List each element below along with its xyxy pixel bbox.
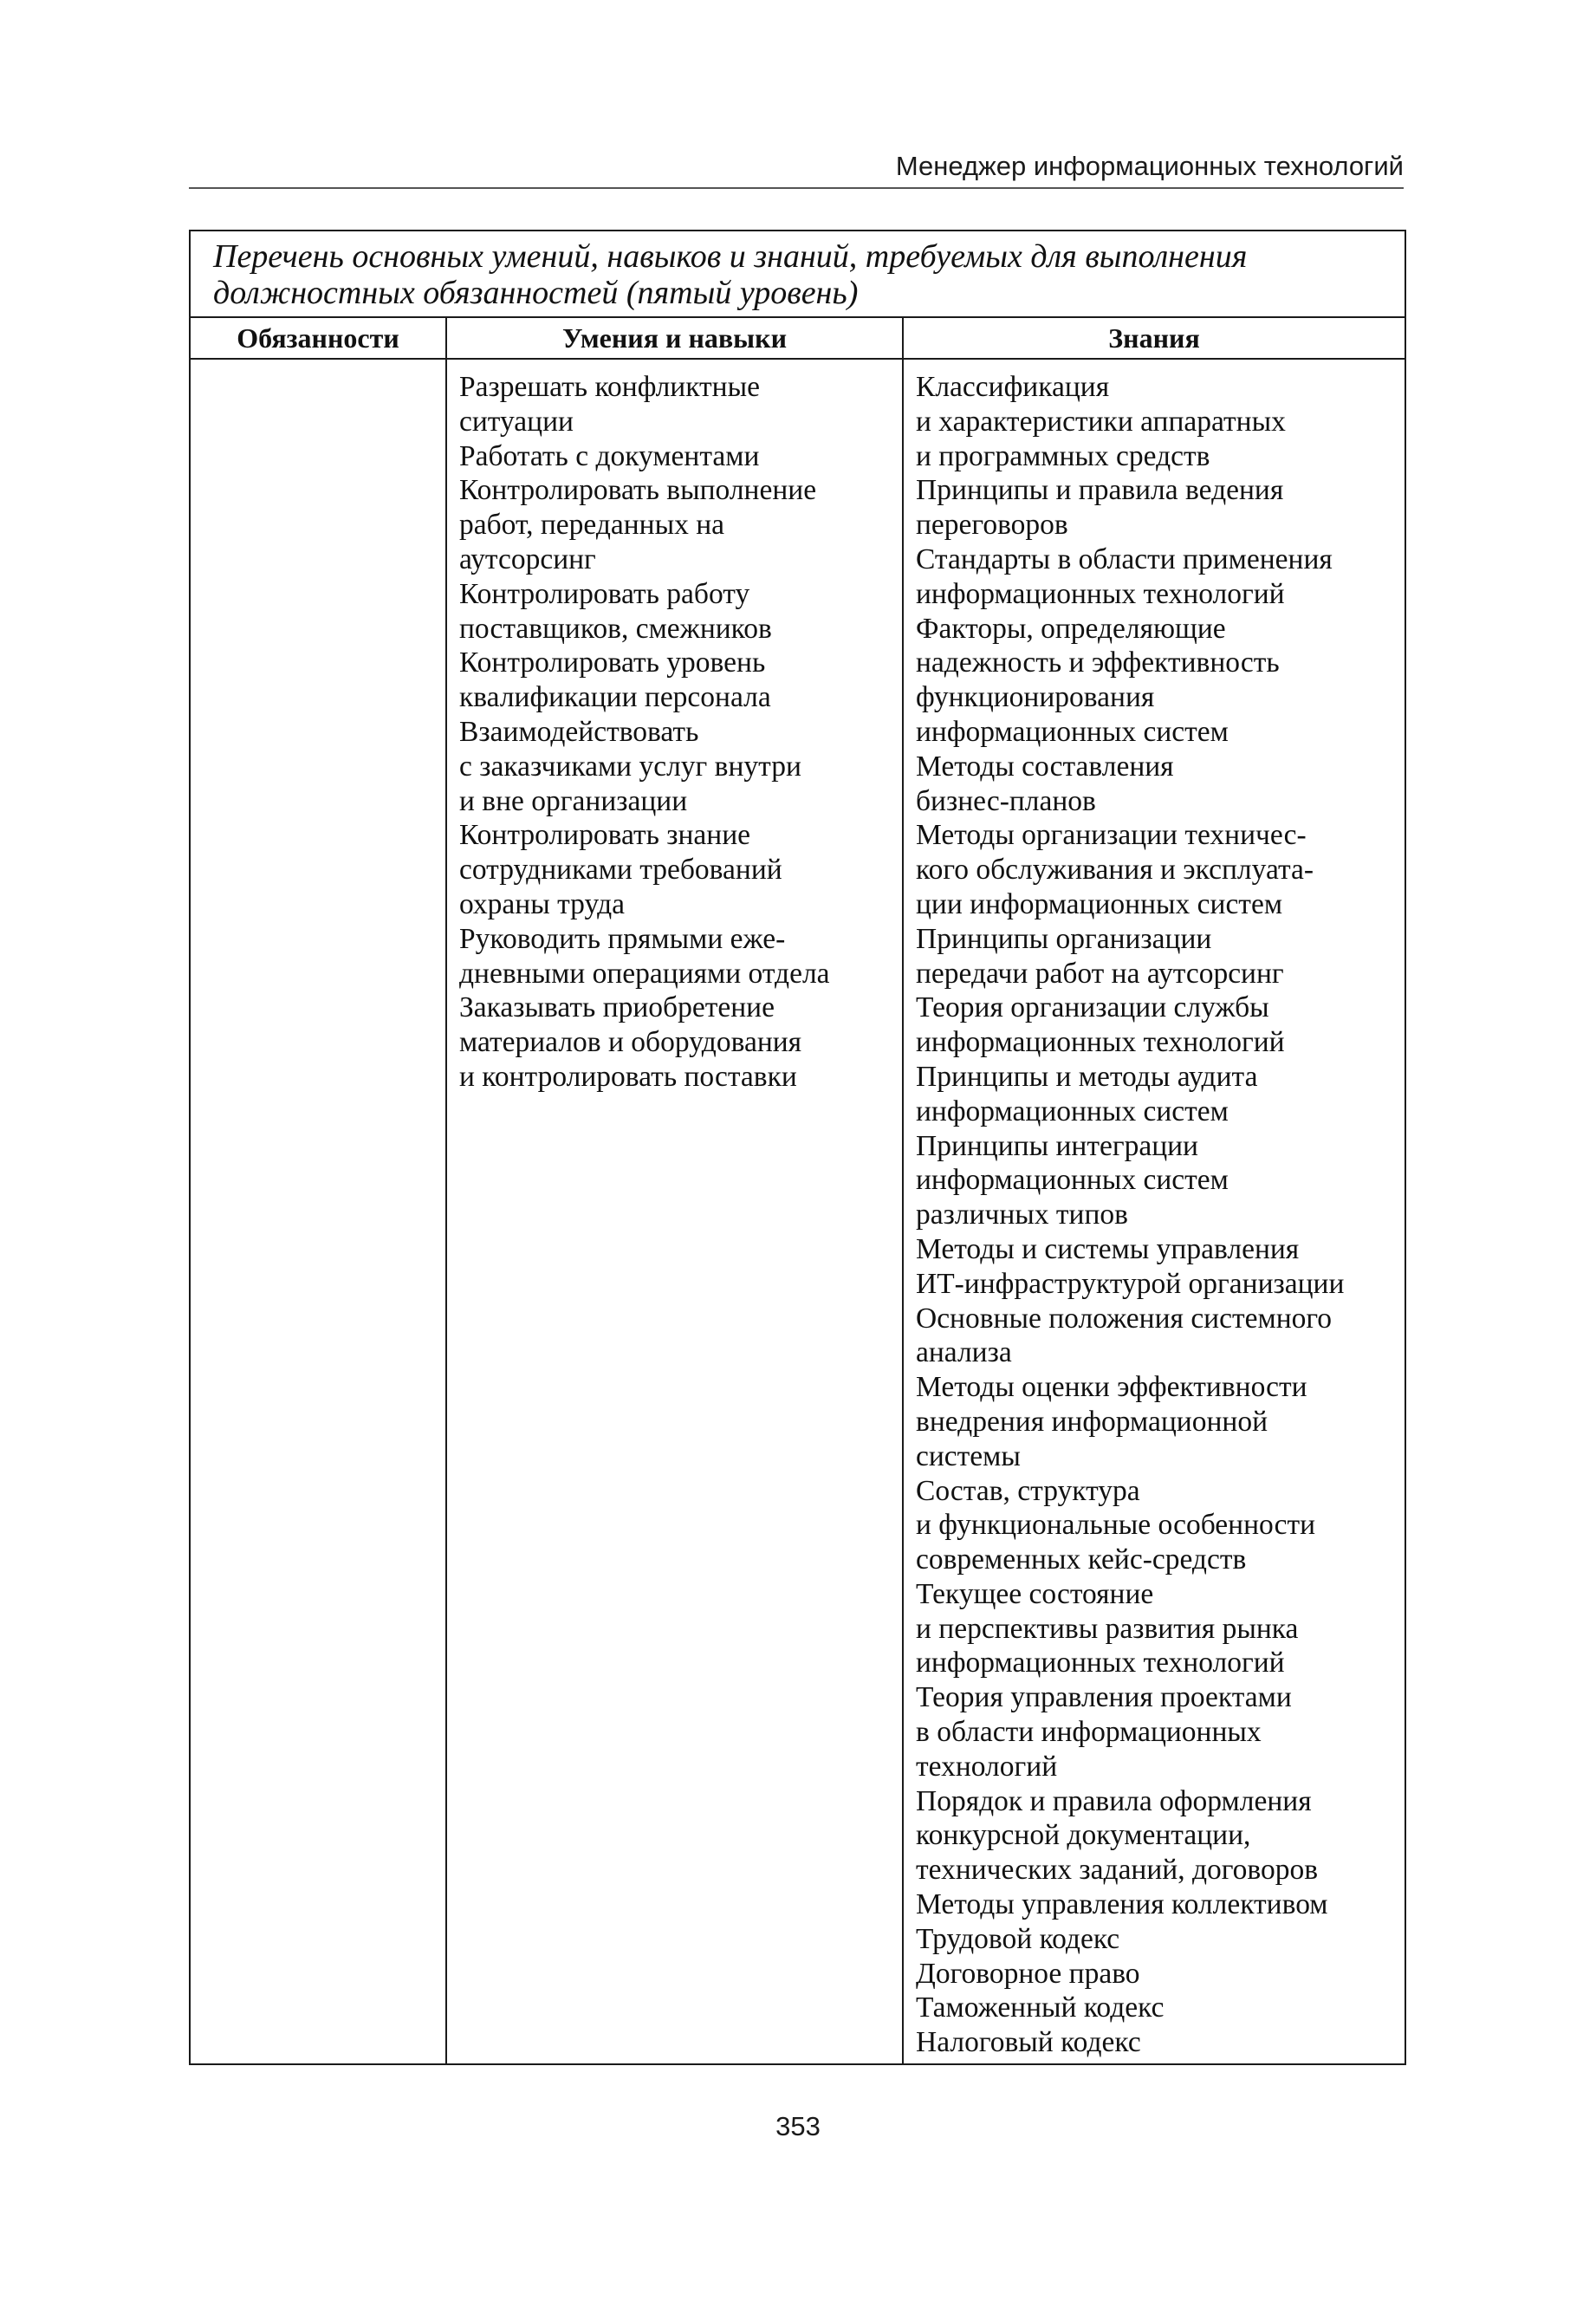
knowledge-line: Теория управления проектами [916, 1681, 1292, 1714]
skill-line: Руководить прямыми еже- [459, 922, 786, 955]
knowledge-line: Методы оценки эффективности [916, 1371, 1307, 1404]
knowledge-line: Методы управления коллективом [916, 1888, 1328, 1921]
knowledge-line: Методы организации техничес- [916, 819, 1307, 852]
header-skills: Умения и навыки [446, 317, 903, 359]
knowledge-line: Порядок и правила оформления [916, 1784, 1312, 1817]
knowledge-line: внедрения информационной [916, 1405, 1268, 1438]
knowledge-line: Принципы интеграции [916, 1129, 1198, 1162]
knowledge-line: Теория организации службы [916, 991, 1269, 1024]
caption-line: должностных обязанностей (пятый уровень) [213, 275, 859, 311]
knowledge-line: Состав, структура [916, 1474, 1140, 1507]
skill-line: с заказчиками услуг внутри [459, 750, 801, 783]
caption-row [190, 231, 1405, 317]
knowledge-line: ИТ-инфраструктурой организации [916, 1267, 1345, 1300]
knowledge-line: Основные положения системного [916, 1302, 1333, 1335]
knowledge-line: Договорное право [916, 1957, 1140, 1990]
knowledge-line: и перспективы развития рынка [916, 1612, 1299, 1645]
knowledge-line: Таможенный кодекс [916, 1991, 1165, 2024]
knowledge-line: технических заданий, договоров [916, 1854, 1319, 1887]
header-row [190, 317, 1405, 359]
knowledge-line: современных кейс-средств [916, 1543, 1247, 1576]
table-caption [190, 231, 1405, 317]
knowledge-line: Методы составления [916, 750, 1174, 783]
knowledge-line: надежность и эффективность [916, 646, 1280, 679]
skill-line: ситуации [459, 405, 574, 438]
skill-line: охраны труда [459, 887, 626, 920]
knowledge-line: Принципы и методы аудита [916, 1060, 1258, 1093]
competency-table [189, 230, 1406, 2065]
knowledge-line: кого обслуживания и эксплуата- [916, 854, 1314, 887]
skill-line: и контролировать поставки [459, 1060, 797, 1093]
skill-line: Контролировать работу [459, 577, 750, 610]
skill-line: сотрудниками требований [459, 854, 782, 887]
skill-line: Контролировать знание [459, 819, 751, 852]
knowledge-line: в области информационных [916, 1716, 1262, 1749]
header-knowledge: Знания [903, 317, 1405, 359]
knowledge-line: анализа [916, 1336, 1012, 1369]
knowledge-line: Классификация [916, 371, 1110, 403]
skill-line: дневными операциями отдела [459, 957, 830, 990]
skill-line: Заказывать приобретение [459, 991, 775, 1024]
skill-line: Контролировать выполнение [459, 474, 817, 507]
table-row [190, 359, 1405, 2064]
skill-line: работ, переданных на [459, 509, 725, 542]
skill-line: аутсорсинг [459, 543, 596, 575]
knowledge-line: информационных технологий [916, 1026, 1285, 1059]
knowledge-line: информационных систем [916, 1095, 1229, 1127]
knowledge-line: функционирования [916, 681, 1155, 714]
knowledge-line: информационных систем [916, 1164, 1229, 1197]
knowledge-line: Трудовой кодекс [916, 1922, 1120, 1955]
knowledge-line: Методы и системы управления [916, 1232, 1300, 1265]
skill-line: и вне организации [459, 784, 688, 817]
page-number: 353 [775, 2111, 821, 2141]
knowledge-line: информационных технологий [916, 577, 1285, 610]
knowledge-line: Текущее состояние [916, 1577, 1154, 1610]
skill-line: Работать с документами [459, 439, 760, 472]
running-head: Менеджер информационных технологий [189, 149, 1404, 189]
knowledge-line: Принципы организации [916, 922, 1212, 955]
caption-line: Перечень основных умений, навыков и знаний, требуемых для выполнения [213, 238, 1248, 275]
knowledge-line: Принципы и правила ведения [916, 474, 1284, 507]
knowledge-line: бизнес-планов [916, 784, 1096, 817]
knowledge-line: Факторы, определяющие [916, 612, 1226, 645]
skill-line: Взаимодействовать [459, 715, 699, 748]
knowledge-line: и функциональные особенности [916, 1509, 1316, 1542]
knowledge-line: Стандарты в области применения [916, 543, 1333, 575]
knowledge-cell [903, 359, 1405, 2064]
knowledge-line: информационных систем [916, 715, 1229, 748]
knowledge-line: технологий [916, 1750, 1058, 1783]
knowledge-line: и программных средств [916, 439, 1210, 472]
knowledge-line: ции информационных систем [916, 887, 1283, 920]
knowledge-line: информационных технологий [916, 1647, 1285, 1680]
knowledge-line: системы [916, 1439, 1021, 1472]
header-duties: Обязанности [190, 317, 446, 359]
skill-line: Разрешать конфликтные [459, 371, 760, 403]
skill-line: материалов и оборудования [459, 1026, 802, 1059]
knowledge-line: и характеристики аппаратных [916, 405, 1286, 438]
knowledge-line: Налоговый кодекс [916, 2026, 1141, 2059]
knowledge-line: переговоров [916, 509, 1068, 542]
skill-line: поставщиков, смежников [459, 612, 772, 645]
knowledge-line: различных типов [916, 1199, 1128, 1231]
skill-line: Контролировать уровень [459, 646, 766, 679]
duties-cell [190, 359, 446, 2064]
knowledge-line: передачи работ на аутсорсинг [916, 957, 1284, 990]
knowledge-line: конкурсной документации, [916, 1819, 1251, 1852]
skill-line: квалификации персонала [459, 681, 771, 714]
skills-cell [446, 359, 903, 2064]
